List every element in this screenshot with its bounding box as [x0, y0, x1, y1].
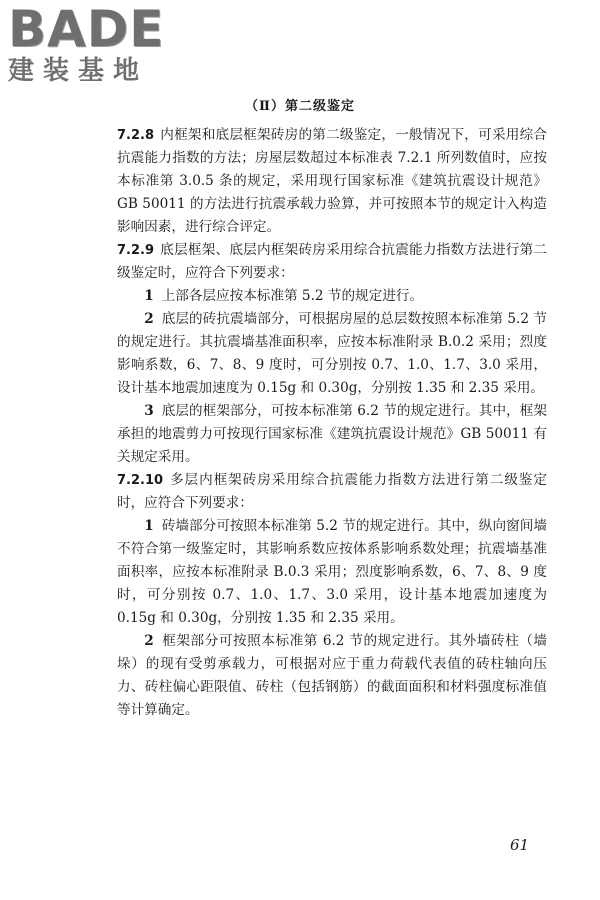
logo-mark: BADE [8, 0, 165, 58]
item-number: 1 [144, 518, 154, 534]
list-item [117, 308, 547, 400]
logo-subtitle: 建装基地 [8, 56, 149, 86]
list-item [117, 630, 547, 722]
clause-text: 多层内框架砖房采用综合抗震能力指数方法进行第二级鉴定时，应符合下列要求： [117, 472, 547, 511]
clause-text: 内框架和底层框架砖房的第二级鉴定，一般情况下，可采用综合抗震能力指数的方法；房屋层数超过本标准表 7.2.1 所列数值时，应按本标准第 3.0.5 条的规定，采用现行国家标准《建筑抗震设计规范》GB 50011 的方法进行抗震承载力验算，并可按照本节的规定计入构造影响因素，进行综合评定。 [117, 127, 547, 235]
item-text: 框架部分可按照本标准第 6.2 节的规定进行。其外墙砖柱（墙垛）的现有受剪承载力，可根据对应于重力荷载代表值的砖柱轴向压力、砖柱偏心距限值、砖柱（包括钢筋）的截面面积和材料强度标准值等计算确定。 [117, 633, 547, 718]
clause-7-2-10 [117, 469, 547, 515]
list-item [117, 285, 547, 308]
clause-number: 7.2.10 [117, 473, 164, 488]
item-number: 2 [144, 311, 154, 327]
document-body [117, 124, 547, 722]
item-text: 底层的框架部分，可按本标准第 6.2 节的规定进行。其中，框架承担的地震剪力可按现行国家标准《建筑抗震设计规范》GB 50011 有关规定采用。 [117, 403, 547, 465]
section-heading: （Ⅱ）第二级鉴定 [245, 99, 355, 114]
clause-7-2-9 [117, 239, 547, 285]
clause-text: 底层框架、底层内框架砖房采用综合抗震能力指数方法进行第二级鉴定时，应符合下列要求： [117, 242, 547, 281]
clause-7-2-8 [117, 124, 547, 239]
item-number: 3 [144, 403, 154, 419]
item-number: 2 [144, 633, 154, 649]
item-text: 底层的砖抗震墙部分，可根据房屋的总层数按照本标准第 5.2 节的规定进行。其抗震墙基准面积率，应按本标准附录 B.0.2 采用；烈度影响系数，6、7、8、9 度时，可分别按 0.7、1.0、1.7、3.0 采用，设计基本地震加速度为 0.15g 和 0.30g，分别按 1.35 和 2.35 采用。 [117, 311, 547, 396]
clause-number: 7.2.8 [117, 128, 155, 143]
page-number: 61 [510, 836, 530, 854]
bade-logo [8, 0, 178, 90]
item-text: 上部各层应按本标准第 5.2 节的规定进行。 [161, 288, 424, 304]
item-number: 1 [144, 288, 154, 304]
list-item [117, 400, 547, 469]
clause-number: 7.2.9 [117, 243, 155, 258]
list-item [117, 515, 547, 630]
item-text: 砖墙部分可按照本标准第 5.2 节的规定进行。其中，纵向窗间墙不符合第一级鉴定时，其影响系数应按体系影响系数处理；抗震墙基准面积率，应按本标准附录 B.0.3 采用；烈度影响系数，6、7、8、9 度时，可分别按 0.7、1.0、1.7、3.0 采用，设计基本地震加速度为 0.15g 和 0.30g，分别按 1.35 和 2.35 采用。 [117, 518, 547, 626]
